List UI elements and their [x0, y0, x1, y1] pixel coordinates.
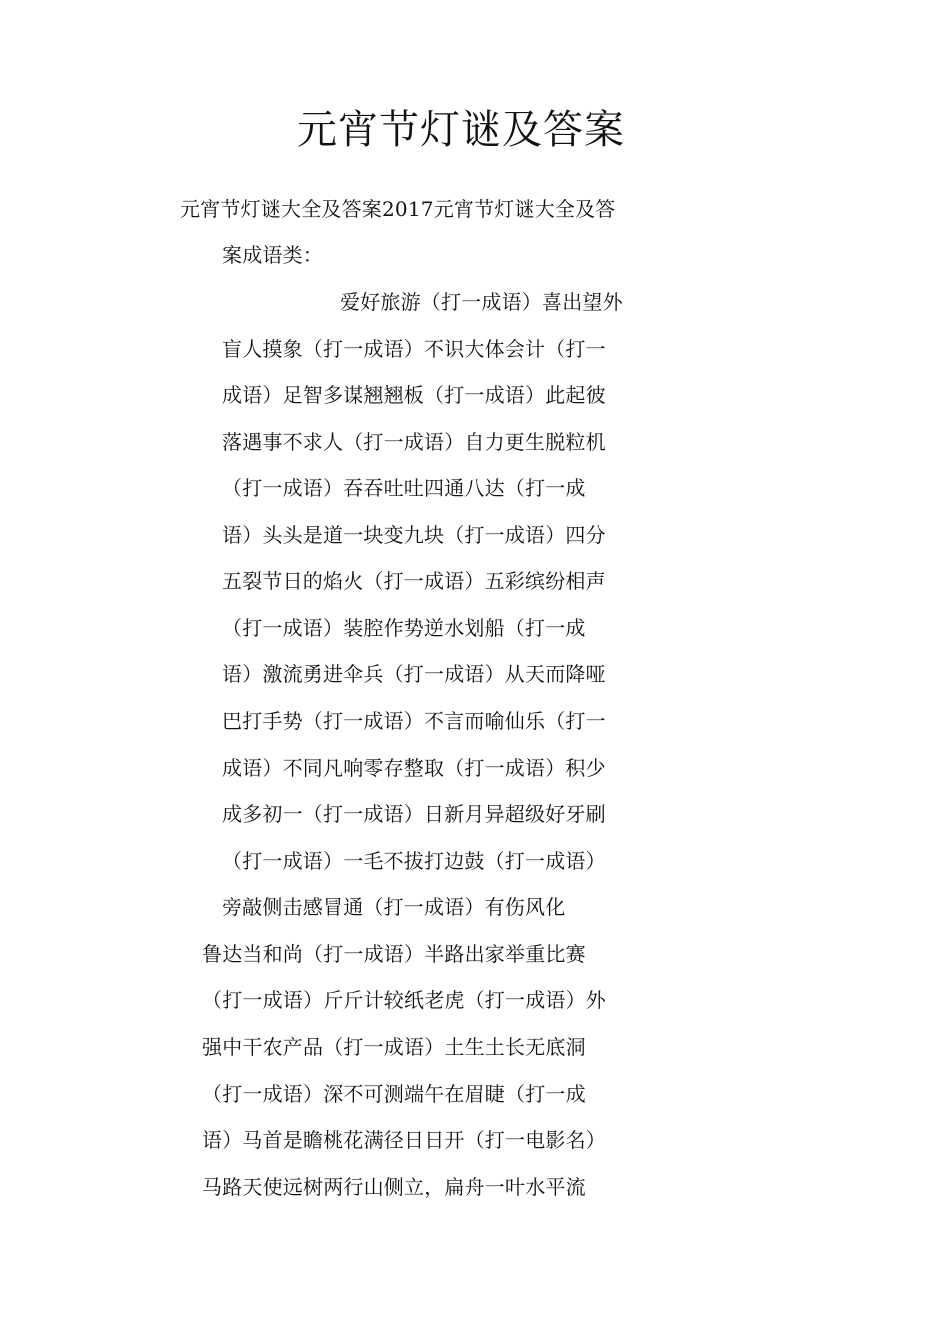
body-line: 成语）不同凡响零存整取（打一成语）积少 — [222, 756, 606, 780]
body-line: 落遇事不求人（打一成语）自力更生脱粒机 — [222, 430, 606, 454]
body-line: （打一成语）深不可测端午在眉睫（打一成 — [202, 1082, 586, 1106]
body-line: 五裂节日的焰火（打一成语）五彩缤纷相声 — [222, 569, 606, 593]
body-line: 强中干农产品（打一成语）土生土长无底洞 — [202, 1035, 586, 1059]
body-line: 巴打手势（打一成语）不言而喻仙乐（打一 — [222, 709, 606, 733]
body-line: 旁敲侧击感冒通（打一成语）有伤风化 — [222, 895, 566, 919]
body-line: （打一成语）吞吞吐吐四通八达（打一成 — [222, 476, 586, 500]
body-line: 元宵节灯谜大全及答案2017元宵节灯谜大全及答 — [180, 197, 616, 221]
body-line: 案成语类： — [222, 243, 323, 267]
body-line: （打一成语）装腔作势逆水划船（打一成 — [222, 616, 586, 640]
body-line: 爱好旅游（打一成语）喜出望外 — [340, 290, 623, 314]
body-line: 盲人摸象（打一成语）不识大体会计（打一 — [222, 337, 606, 361]
body-line: 语）头头是道一块变九块（打一成语）四分 — [222, 523, 606, 547]
body-line: （打一成语）一毛不拔打边鼓（打一成语） — [222, 849, 606, 873]
body-line: 语）马首是瞻桃花满径日日开（打一电影名） — [202, 1128, 606, 1152]
body-line: （打一成语）斤斤计较纸老虎（打一成语）外 — [202, 988, 606, 1012]
body-line: 马路天使远树两行山侧立，扁舟一叶水平流 — [202, 1175, 586, 1199]
document-title: 元宵节灯谜及答案 — [297, 107, 625, 153]
body-line: 成语）足智多谋翘翘板（打一成语）此起彼 — [222, 383, 606, 407]
body-line: 语）激流勇进伞兵（打一成语）从天而降哑 — [222, 662, 606, 686]
body-line: 成多初一（打一成语）日新月异超级好牙刷 — [222, 802, 606, 826]
body-line: 鲁达当和尚（打一成语）半路出家举重比赛 — [202, 942, 586, 966]
